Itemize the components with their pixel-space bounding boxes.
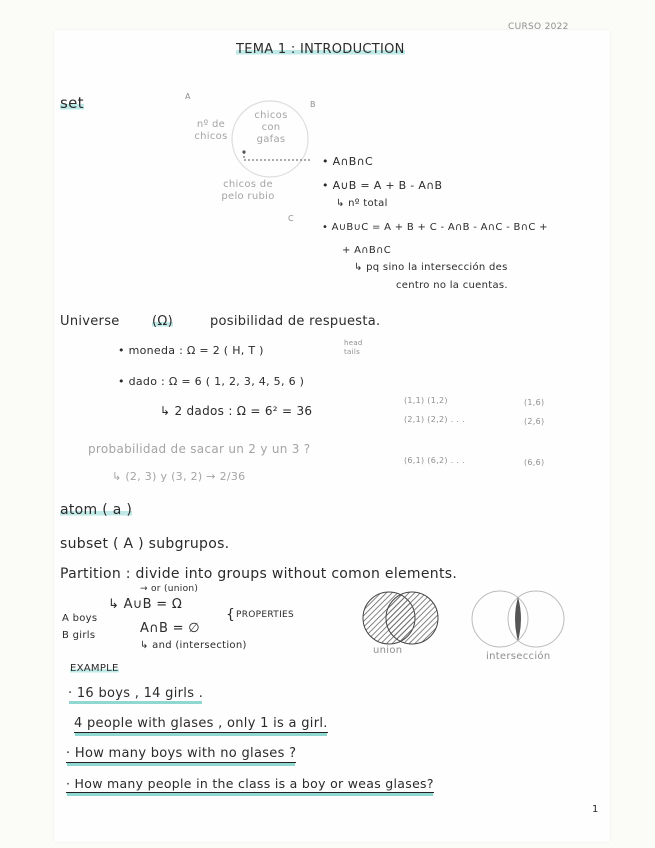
or-union-note: → or (union) xyxy=(140,584,199,594)
anb-formula: A∩B = ∅ xyxy=(140,621,200,636)
probabilidad-question: probabilidad de sacar un 2 y un 3 ? xyxy=(88,442,311,456)
formula-6: ↳ pq sino la intersección des xyxy=(354,262,508,273)
union-label: union xyxy=(373,645,403,656)
page-number: 1 xyxy=(592,804,599,815)
set-label-a: A xyxy=(185,92,191,101)
formula-4: • A∪B∪C = A + B + C - A∩B - A∩C - B∩C + xyxy=(322,222,548,233)
intersection-label: intersección xyxy=(486,651,551,662)
head-label: head xyxy=(344,339,363,347)
example-label: EXAMPLE xyxy=(70,663,119,674)
pair-1-6: (1,6) xyxy=(524,398,545,407)
and-intersection-note: ↳ and (intersection) xyxy=(140,640,247,651)
properties-label: PROPERTIES xyxy=(236,610,295,620)
formula-7: centro no la cuentas. xyxy=(396,280,508,291)
formula-3: ↳ nº total xyxy=(336,198,388,209)
pair-row-1: (1,1) (1,2) xyxy=(404,396,448,405)
aub-formula: ↳ A∪B = Ω xyxy=(108,597,183,612)
atom-line: atom ( a ) xyxy=(60,502,133,518)
example-line-3: · How many boys with no glases ? xyxy=(66,746,297,761)
set-heading: set xyxy=(60,94,84,112)
dado-line: • dado : Ω = 6 ( 1, 2, 3, 4, 5, 6 ) xyxy=(118,375,305,388)
example-line-4: · How many people in the class is a boy or weas glases? xyxy=(66,776,434,791)
example-line-2: 4 people with glases , only 1 is a girl. xyxy=(74,716,328,731)
pair-row-2: (2,1) (2,2) . . . xyxy=(404,415,465,424)
set-label-b: B xyxy=(310,100,316,109)
circle-b-label: chicos con gafas xyxy=(254,110,288,145)
formula-2: • A∪B = A + B - A∩B xyxy=(322,179,443,192)
circle-c-label: chicos de pelo rubio xyxy=(221,179,275,202)
pair-6-6: (6,6) xyxy=(524,458,545,467)
partition-line: Partition : divide into groups without comon elements. xyxy=(60,566,458,582)
a-boys-label: A boys xyxy=(62,613,98,624)
page-title: TEMA 1 : INTRODUCTION xyxy=(236,42,405,57)
probabilidad-answer: ↳ (2, 3) y (3, 2) → 2/36 xyxy=(112,470,246,483)
omega-symbol: (Ω) xyxy=(152,314,173,329)
subset-line: subset ( A ) subgrupos. xyxy=(60,536,230,552)
tails-label: tails xyxy=(344,348,361,356)
dos-dados-line: ↳ 2 dados : Ω = 6² = 36 xyxy=(160,404,313,418)
formula-1: • A∩B∩C xyxy=(322,155,373,168)
circle-a-label: nº de chicos xyxy=(194,119,228,142)
formula-5: + A∩B∩C xyxy=(342,245,391,256)
pair-row-6: (6,1) (6,2) . . . xyxy=(404,456,465,465)
universe-definition: posibilidad de respuesta. xyxy=(210,314,381,329)
moneda-line: • moneda : Ω = 2 ( H, T ) xyxy=(118,344,264,357)
corner-note: CURSO 2022 xyxy=(508,22,569,32)
b-girls-label: B girls xyxy=(62,630,96,641)
set-label-c: C xyxy=(288,214,294,223)
example-line-1: · 16 boys , 14 girls . xyxy=(68,686,204,701)
pair-2-6: (2,6) xyxy=(524,417,545,426)
universe-heading: Universe xyxy=(60,314,120,329)
properties-brace: { xyxy=(226,607,236,623)
